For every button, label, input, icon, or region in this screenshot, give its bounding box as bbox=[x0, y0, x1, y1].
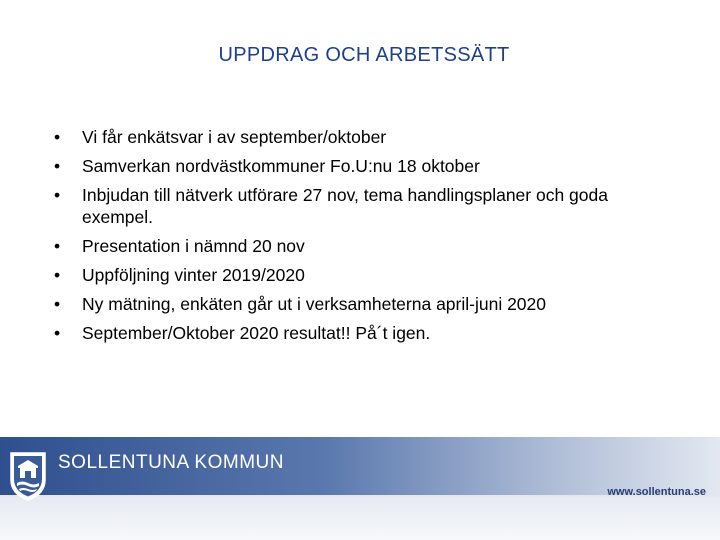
brand-name: SOLLENTUNA KOMMUN bbox=[58, 452, 284, 473]
bullet-item bbox=[54, 322, 674, 344]
bullet-dot: • bbox=[54, 156, 61, 176]
bullet-dot: • bbox=[54, 236, 61, 256]
bullet-dot: • bbox=[54, 185, 61, 205]
bullet-item bbox=[54, 264, 674, 286]
bullet-item bbox=[54, 184, 674, 228]
bullet-text: Presentation i nämnd 20 nov bbox=[82, 236, 305, 256]
bullet-item bbox=[54, 155, 674, 177]
bullet-list bbox=[54, 126, 674, 351]
slide-title: UPPDRAG OCH ARBETSSÄTT bbox=[218, 44, 510, 66]
bullet-item bbox=[54, 293, 674, 315]
bullet-text: September/Oktober 2020 resultat!! På´t igen. bbox=[82, 323, 431, 343]
bullet-text: Vi får enkätsvar i av september/oktober bbox=[82, 127, 387, 147]
bullet-item bbox=[54, 126, 674, 148]
bullet-dot: • bbox=[54, 127, 61, 147]
bullet-text: Ny mätning, enkäten går ut i verksamheterna april-juni 2020 bbox=[82, 294, 546, 314]
bullet-text: Uppföljning vinter 2019/2020 bbox=[82, 265, 305, 285]
bullet-dot: • bbox=[54, 294, 61, 314]
website-url[interactable]: www.sollentuna.se bbox=[607, 486, 706, 498]
bullet-text: Samverkan nordvästkommuner Fo.U:nu 18 oktober bbox=[82, 156, 480, 176]
bullet-item bbox=[54, 235, 674, 257]
municipal-coat-of-arms-icon bbox=[8, 450, 48, 502]
bullet-dot: • bbox=[54, 323, 61, 343]
bullet-text: Inbjudan till nätverk utförare 27 nov, tema handlingsplaner och goda exempel. bbox=[82, 185, 608, 227]
bullet-dot: • bbox=[54, 265, 61, 285]
